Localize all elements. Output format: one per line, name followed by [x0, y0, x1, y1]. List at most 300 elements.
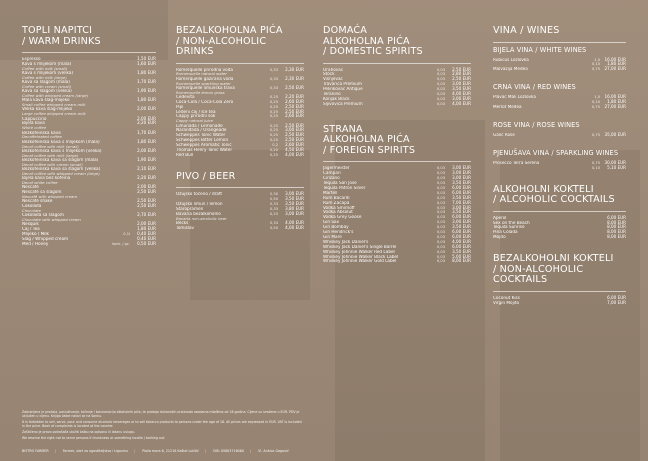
subsection-title-white-wines: BIJELA VINA / WHITE WINES	[493, 45, 587, 54]
divider	[176, 63, 304, 64]
menu-item-quantity: 0,03	[436, 244, 445, 249]
menu-item-name	[22, 242, 110, 247]
menu-item-quantity: 0,03	[436, 239, 445, 244]
menu-item-price: 2,10 EUR	[137, 166, 156, 172]
menu-item-quantity: 0,03	[436, 72, 445, 77]
menu-item-quantity: 0,25	[269, 104, 278, 109]
domestic-spirits-list	[323, 68, 471, 107]
menu-item-name	[22, 89, 110, 98]
company-venue: Farmer, obrt za ugostiteljstvo i trgovinu	[62, 449, 129, 453]
menu-item	[22, 213, 156, 222]
menu-item-subtitle: Coffee with cream (small)	[22, 84, 72, 90]
menu-item-title: Whiskey Jack Daniel's Single Barrel	[323, 244, 397, 249]
menu-item-title: Gin Sax	[323, 220, 340, 225]
menu-item-title: Ledeni čaj / Ice tea	[176, 109, 216, 114]
menu-item-title: Pelinkovac Antique	[323, 87, 363, 92]
section-title-line1: DOMAĆA	[323, 25, 368, 36]
column-wines-cocktails	[493, 26, 626, 314]
menu-item-price: 16,00 EUR	[604, 56, 626, 62]
menu-item-price: 3,50 EUR	[285, 196, 304, 202]
subsection-title-red-wines: CRNA VINA / RED WINES	[493, 83, 576, 92]
section-heading-wines	[493, 26, 626, 37]
menu-item-title: Bezkofeinska kava	[22, 130, 61, 135]
divider	[493, 42, 626, 43]
menu-item-price: 3,50 EUR	[452, 224, 471, 230]
section-title: PIVO / BEER	[176, 170, 236, 182]
divider	[22, 52, 156, 53]
footer-notes	[22, 411, 302, 443]
menu-item-title: Med / Honey	[22, 242, 49, 246]
warm-drinks-list	[22, 57, 156, 247]
menu-item-quantity: 0,25	[269, 153, 278, 157]
foreign-spirits-list	[323, 166, 471, 264]
menu-item-title: Schweppes Tonic Water	[176, 133, 226, 138]
menu-item-name	[22, 98, 110, 107]
sparkling-wines-list	[493, 161, 626, 171]
menu-item	[176, 153, 304, 158]
menu-item-price: 2,70 EUR	[137, 212, 156, 218]
menu-item-price: 1,90 EUR	[137, 88, 156, 94]
menu-item-price: 27,00 EUR	[604, 66, 626, 72]
menu-item-quantity: 0,25	[269, 99, 278, 104]
menu-item-name	[22, 140, 110, 149]
menu-item-price: 7,00 EUR	[607, 299, 626, 305]
menu-item	[22, 107, 156, 116]
section-heading-foreign-spirits	[323, 125, 471, 157]
menu-item-title: Mojito	[493, 235, 506, 240]
menu-item-price: 6,00 EUR	[452, 189, 471, 195]
menu-item-quantity: 0,30	[269, 192, 278, 197]
menu-item-price: 3,50 EUR	[452, 194, 471, 200]
menu-item-price: 4,00 EUR	[452, 100, 471, 106]
menu-item-quantity: 0,25	[269, 94, 278, 99]
menu-item-title: Tomislav	[176, 226, 195, 231]
menu-item-title: Pina Colada	[493, 230, 518, 235]
menu-item-title: Staropramen	[176, 207, 204, 212]
menu-item-title: Vodka Absolut	[323, 210, 353, 215]
menu-item-quantity: 0,10	[591, 100, 600, 105]
menu-item	[22, 121, 156, 130]
menu-item-price: 1,80 EUR	[607, 99, 626, 105]
menu-item-quantity: 0,75	[591, 67, 600, 72]
menu-item-price: 2,00 EUR	[137, 106, 156, 112]
menu-item-title: Rubicus Lozlovka	[493, 57, 529, 62]
menu-item-quantity: 0,25	[269, 109, 278, 114]
menu-item-name	[22, 131, 110, 140]
menu-item-quantity: 0,10	[591, 165, 600, 170]
section-heading-domestic-spirits	[323, 26, 471, 58]
menu-item-name	[22, 176, 110, 185]
non-alcoholic-drinks-list	[176, 68, 304, 158]
menu-item-name	[22, 80, 110, 89]
section-title-line2: / ALCOHOLIC COCKTAILS	[493, 194, 615, 206]
subsection-title-rose-wines: ROSE VINA / ROSE WINES	[493, 120, 580, 129]
menu-item-subtitle: Coffee with whipped cream (large)	[22, 93, 89, 99]
menu-item-quantity: 0,03	[436, 200, 445, 205]
menu-item-subtitle: Romerquelle sparkling water	[176, 80, 231, 86]
company-manager: Vl. Ankica Gagović	[258, 449, 289, 453]
menu-item-quantity: 0,33	[269, 207, 278, 212]
section-title-line2: ALKOHOLNA PIĆA	[323, 35, 410, 47]
menu-item-subtitle: Romerquelle natural water	[176, 71, 227, 77]
menu-item-title: Tequila Sunrise	[493, 225, 525, 230]
menu-item-quantity: 0,03	[436, 225, 445, 230]
menu-item-name	[176, 226, 258, 231]
menu-item-title: Bavaria bezalkoholno	[176, 212, 221, 217]
menu-item-price: 2,50 EUR	[137, 189, 156, 195]
menu-item-quantity: 0,25	[269, 114, 278, 119]
menu-item-name	[22, 190, 110, 199]
menu-item	[493, 105, 626, 110]
menu-item-subtitle: Cappy natural juice	[176, 118, 213, 124]
menu-item-quantity: 0,03	[436, 171, 445, 176]
menu-item-price: 7,00 EUR	[452, 199, 471, 205]
section-title-line3: / DOMESTIC SPIRITS	[323, 46, 423, 57]
menu-item-price: 8,00 EUR	[607, 219, 626, 225]
menu-item-quantity: 0,03	[436, 259, 445, 264]
menu-item	[493, 166, 626, 171]
menu-item-subtitle: Chocolate with whipped cream	[22, 217, 81, 223]
menu-item-title: Merlot Medea	[493, 105, 522, 110]
menu-item-quantity: 0,03	[436, 166, 445, 171]
menu-item-title: Plavac Mali Lozlovka	[493, 95, 536, 100]
menu-item-quantity: 1,0	[594, 57, 600, 62]
menu-item-quantity: 0,03	[436, 205, 445, 210]
menu-item-price: 3,80 EUR	[285, 206, 304, 212]
menu-item-price: 3,00 EUR	[452, 81, 471, 87]
menu-item-name	[493, 235, 580, 240]
beer-list	[176, 192, 304, 231]
menu-item-subtitle: Decaf coffee with cream (small)	[22, 161, 83, 167]
menu-item-title: Orahovac	[323, 67, 344, 72]
menu-item-title: Coconut Kiss	[493, 295, 520, 300]
menu-item-title: Red Bull	[176, 153, 194, 157]
menu-item-quantity: 0,20	[269, 148, 278, 153]
menu-item	[22, 158, 156, 167]
footer-note-legal-hr: Zabranjena je prodaja, posluživanje, točenje i konzumacija alkoholnih pića, te prodaja duhanskih proizvoda osobama mlađima od 18 godina. Cijene su izražene u EUR. PDV je uključen u cijenu. Knjiga žalbe nalazi se na šanku.	[22, 410, 300, 418]
menu-item-quantity: 0,03	[436, 67, 445, 72]
menu-item-subtitle: Decaf coffee with whipped cream (large)	[22, 170, 100, 176]
menu-item-title: Whiskey Johnnie Walker Red Label	[323, 249, 395, 254]
menu-item-title: Bezkofeinska kava s mlijekom (velika)	[22, 148, 102, 153]
menu-item-name	[22, 107, 110, 116]
menu-item	[22, 98, 156, 107]
menu-item-price: 1,90 EUR	[137, 156, 156, 162]
menu-item-title: Campari	[323, 171, 341, 176]
menu-item	[493, 235, 626, 240]
menu-item-title: Nescafé sa šlagom	[22, 190, 62, 195]
menu-item-name	[176, 114, 258, 123]
menu-item-title: Travarica Premium	[323, 82, 362, 87]
menu-item-title: Bezkofeinska kava sa šlagom (mala)	[22, 157, 99, 162]
menu-item	[22, 62, 156, 71]
divider	[323, 63, 471, 64]
section-title-line1: ALKOHOLNI KOKTELI	[493, 183, 594, 195]
menu-item-title: Coca-Cola / Coca-Cola Zero	[176, 99, 234, 104]
menu-item-name	[176, 212, 258, 221]
menu-item-price: 3,00 EUR	[285, 211, 304, 217]
menu-item-price: 3,50 EUR	[452, 248, 471, 254]
section-title: VINA / WINES	[493, 25, 560, 36]
menu-item-name	[176, 153, 258, 158]
menu-item-price: 0,50 EUR	[137, 241, 156, 246]
menu-item-quantity: 0,03	[436, 180, 445, 185]
menu-item-price: 1,60 EUR	[137, 60, 156, 66]
menu-item-price: 1,80 EUR	[607, 61, 626, 67]
menu-item-title: Teranino	[323, 92, 341, 97]
menu-item-price: 6,00 EUR	[452, 243, 471, 249]
menu-item-title: Kava s mlijekom (velika)	[22, 71, 74, 76]
menu-item-quantity: 0,25	[269, 133, 278, 138]
menu-item	[493, 133, 626, 138]
menu-item-quantity: 0,03	[436, 82, 445, 87]
menu-item-title: Espresso	[22, 57, 41, 61]
menu-item-name	[176, 77, 258, 86]
menu-item-price: 0,40 EUR	[137, 236, 156, 242]
section-title-line1: STRANA	[323, 123, 363, 135]
menu-item	[176, 226, 304, 231]
menu-item	[22, 149, 156, 158]
menu-item-quantity: 0,2	[272, 143, 278, 148]
menu-item-price: 4,00 EUR	[285, 225, 304, 231]
menu-item-price: 1,80 EUR	[137, 226, 156, 232]
menu-item-subtitle: Romerquelle lemon grass	[176, 89, 225, 95]
menu-item-title: Konjak Black	[323, 96, 350, 101]
menu-item-title: Cinzano	[323, 176, 340, 181]
menu-item-price: 2,00 EUR	[137, 221, 156, 227]
menu-item-quantity: 0,33	[269, 67, 278, 72]
menu-item-price: 3,50 EUR	[285, 201, 304, 207]
menu-item-title: Mlijeko / Milk	[22, 232, 49, 237]
menu-item-quantity: 0,03	[436, 96, 445, 101]
menu-item-price: 6,00 EUR	[452, 214, 471, 220]
menu-item-title: Mala kava šlag-mlijeko	[22, 98, 70, 103]
menu-item-price: 2,50 EUR	[285, 132, 304, 138]
menu-item	[22, 176, 156, 185]
column-warm-drinks	[22, 26, 156, 255]
menu-item-title: Sex on the Beach	[493, 220, 530, 225]
menu-item-title: Čokolada	[22, 204, 42, 209]
menu-item-title: Tequila Patron Silver	[323, 185, 366, 190]
menu-item-title: Čokolada sa šlagom	[22, 213, 64, 218]
menu-item-title: Nescafé shake	[22, 199, 53, 204]
section-title-line1: TOPLI NAPITCI	[22, 25, 93, 36]
menu-item-title: Cedevita	[176, 94, 195, 99]
menu-item-price: 3,00 EUR	[452, 175, 471, 181]
menu-item-title: Stock	[323, 72, 335, 77]
menu-item-title: Višnjevac	[323, 77, 343, 82]
menu-item-price: 2,50 EUR	[285, 84, 304, 90]
rose-wines-list	[493, 133, 626, 138]
menu-item-quantity: 0,03	[436, 230, 445, 235]
menu-item-name	[176, 68, 258, 77]
menu-item-price: 4,00 EUR	[452, 91, 471, 97]
menu-item-quantity: 0,03	[436, 185, 445, 190]
menu-item-title: Rum Bacardi	[323, 195, 350, 200]
menu-item-name	[22, 121, 110, 130]
menu-item	[22, 140, 156, 149]
menu-item-price: 16,00 EUR	[604, 94, 626, 100]
menu-item-title: Gin Hendrick's	[323, 230, 354, 235]
menu-item-title: Vodka Grey Goose	[323, 215, 362, 220]
alcoholic-cocktails-list	[493, 216, 626, 241]
menu-item	[22, 131, 156, 140]
menu-item-price: 35,00 EUR	[604, 131, 626, 137]
white-wines-list	[493, 58, 626, 73]
menu-item-title: Ožujsko limun / lemon	[176, 202, 223, 207]
menu-item-price: 2,80 EUR	[452, 71, 471, 77]
menu-item-price: 2,50 EUR	[452, 76, 471, 82]
menu-item-name	[22, 158, 110, 167]
menu-item-price: 6,00 EUR	[452, 184, 471, 190]
menu-item-title: Whiskey Jack Daniel's	[323, 239, 369, 244]
menu-item-price: 2,20 EUR	[137, 175, 156, 181]
menu-item	[22, 190, 156, 199]
menu-item-price: 4,00 EUR	[285, 220, 304, 226]
menu-item-quantity: 0,75	[591, 132, 600, 137]
menu-item-title: Schweppes Bitter Lemon	[176, 138, 229, 143]
menu-item-price: 2,60 EUR	[285, 113, 304, 119]
menu-item-title: Galić Rose	[493, 132, 515, 137]
menu-item-price: 4,50 EUR	[285, 147, 304, 153]
menu-item-title: Bezkofeinska kava s mlijekom (mala)	[22, 139, 100, 144]
menu-item-title: Malvazija Medea	[493, 67, 528, 72]
menu-item-quantity: 0,75	[591, 105, 600, 110]
menu-item-quantity: 0,03	[436, 220, 445, 225]
menu-item-name	[22, 213, 110, 222]
menu-item-title: Becks	[176, 221, 189, 226]
menu-item-subtitle: White coffee	[22, 125, 47, 131]
menu-item-price: 3,00 EUR	[285, 191, 304, 197]
menu-item-quantity: 0,33	[269, 85, 278, 90]
section-title-line3: / FOREIGN SPIRITS	[323, 144, 416, 156]
menu-item-quantity: 0,33	[269, 221, 278, 226]
section-title-line2: ALKOHOLNA PIĆA	[323, 134, 410, 146]
divider	[323, 161, 471, 162]
menu-item	[22, 80, 156, 89]
menu-item-price: 3,00 EUR	[452, 219, 471, 225]
menu-item-quantity: 0,03	[436, 190, 445, 195]
menu-item-price: 2,50 EUR	[285, 137, 304, 143]
menu-item-price: 2,30 EUR	[285, 75, 304, 81]
menu-item-price: 5,10 EUR	[607, 164, 626, 170]
menu-item-title: Cappy prirodni sok	[176, 114, 216, 119]
menu-item-price: 5,00 EUR	[452, 253, 471, 259]
menu-item-quantity: 0,03	[436, 176, 445, 181]
menu-item-price: 6,00 EUR	[607, 214, 626, 220]
menu-item-price: 6,00 EUR	[452, 229, 471, 235]
menu-item-quantity: 0,03	[436, 215, 445, 220]
menu-item-price: 2,50 EUR	[137, 203, 156, 209]
menu-item-price: 30,00 EUR	[604, 159, 626, 165]
menu-item-quantity: 0,25	[269, 123, 278, 128]
menu-item-price: 8,00 EUR	[607, 224, 626, 230]
menu-item-price: 6,00 EUR	[452, 233, 471, 239]
menu-item-name	[22, 71, 110, 80]
menu-item	[22, 89, 156, 98]
menu-item-quantity: 0,03	[436, 195, 445, 200]
menu-item-quantity: 0,50	[269, 197, 278, 202]
menu-item-title: Pipi	[176, 104, 184, 109]
section-heading-non-alcoholic-drinks	[176, 26, 304, 58]
menu-item-quantity: 0,75	[591, 160, 600, 165]
menu-item-quantity: 0,25	[269, 138, 278, 143]
menu-item-price: 2,50 EUR	[285, 108, 304, 114]
menu-item-title: Šljivovica Premium	[323, 101, 363, 106]
menu-item-title: Gin Mare	[323, 234, 342, 239]
non-alcoholic-cocktails-list	[493, 296, 626, 306]
menu-item-name	[323, 102, 425, 107]
menu-item-price: 27,00 EUR	[604, 104, 626, 110]
menu-item	[323, 102, 471, 107]
menu-item-price: 2,00 EUR	[137, 115, 156, 121]
menu-item-title: Jagermeister	[323, 166, 350, 171]
menu-item-price: 2,60 EUR	[285, 142, 304, 148]
menu-item-title: Martell	[323, 190, 338, 195]
menu-item-subtitle: Decaf coffee with milk (large)	[22, 152, 79, 158]
menu-item-name	[176, 86, 258, 95]
menu-item	[323, 259, 471, 264]
menu-item-name	[323, 259, 425, 264]
menu-item-title: Vodka Smirnoff	[323, 205, 355, 210]
menu-item-title: Prosecco Terra Serena	[493, 160, 540, 165]
menu-item-price: 3,00 EUR	[452, 165, 471, 171]
company-name: BISTRO FARMER	[22, 449, 49, 453]
section-title-line2: / NON-ALCOHOLIC DRINKS	[176, 35, 267, 57]
menu-item-subtitle: Decaffeinated coffee	[22, 134, 62, 140]
company-address: Plaža mora 6, 21218 Kaštel Lukšić	[142, 449, 199, 453]
menu-item-quantity: 0,03	[436, 234, 445, 239]
menu-item-price: 3,50 EUR	[452, 179, 471, 185]
menu-item-name	[22, 204, 110, 213]
menu-item-quantity: 0,03	[436, 249, 445, 254]
section-heading-alcoholic-cocktails	[493, 185, 626, 206]
menu-item-quantity: 0,03	[436, 210, 445, 215]
menu-item-quantity: kom. / pc.	[112, 242, 130, 246]
menu-item-price: 6,00 EUR	[607, 294, 626, 300]
footer-note-complaints-hr: Zaštićeno je pravo potrošača uložiti žalbu na opisanu ili izdanu uslugu.	[22, 429, 135, 434]
menu-item-price: 1,80 EUR	[137, 70, 156, 76]
section-heading-beer	[176, 172, 304, 183]
menu-item-price: 8,00 EUR	[607, 234, 626, 240]
menu-item-subtitle: Decaf coffee with milk (small)	[22, 143, 79, 149]
menu-item-price: 2,20 EUR	[285, 93, 304, 99]
menu-item-quantity: 0,03	[436, 254, 445, 259]
company-info-bar: BISTRO FARMER | Farmer, obrt za ugostiteljstvo i trgovinu | Plaža mora 6, 21218 Kaštel Lukšić | OIB: 05803716060 | Vl. Ankica Gagović	[22, 449, 289, 453]
menu-item-title: Romerquelle prirodna voda	[176, 67, 233, 72]
menu-item-price: 3,00 EUR	[452, 95, 471, 101]
menu-item-quantity: 0,25	[269, 128, 278, 133]
menu-item-title: Whiskey Johnnie Walker Gold Label	[323, 259, 397, 264]
menu-item-price: 8,00 EUR	[607, 229, 626, 235]
menu-item-subtitle: Bavaria non-alcoholic beer	[176, 215, 227, 221]
menu-item-quantity: 0,03	[436, 101, 445, 106]
menu-item-title: Rum Zacapa	[323, 200, 350, 205]
menu-item-name	[493, 133, 580, 138]
menu-item-title: Thomas Henry Tonic Water	[176, 148, 233, 153]
menu-item-title: Schweppes Aromatic Tonic	[176, 143, 232, 148]
section-title-line1: BEZALKOHOLNI KOKTELI	[493, 253, 614, 265]
section-heading-warm-drinks	[22, 26, 156, 47]
divider	[493, 291, 626, 292]
section-heading-non-alcoholic-cocktails	[493, 254, 626, 286]
menu-item-quantity: 0,03	[436, 87, 445, 92]
menu-item-price: 1,70 EUR	[137, 79, 156, 85]
menu-item-price: 0,40 EUR	[137, 231, 156, 237]
menu-item-title: Nescafé	[22, 185, 39, 190]
menu-item	[22, 204, 156, 213]
subsection-title-sparkling-wines: PJENUŠAVA VINA / SPARKLING WINES	[493, 148, 619, 157]
